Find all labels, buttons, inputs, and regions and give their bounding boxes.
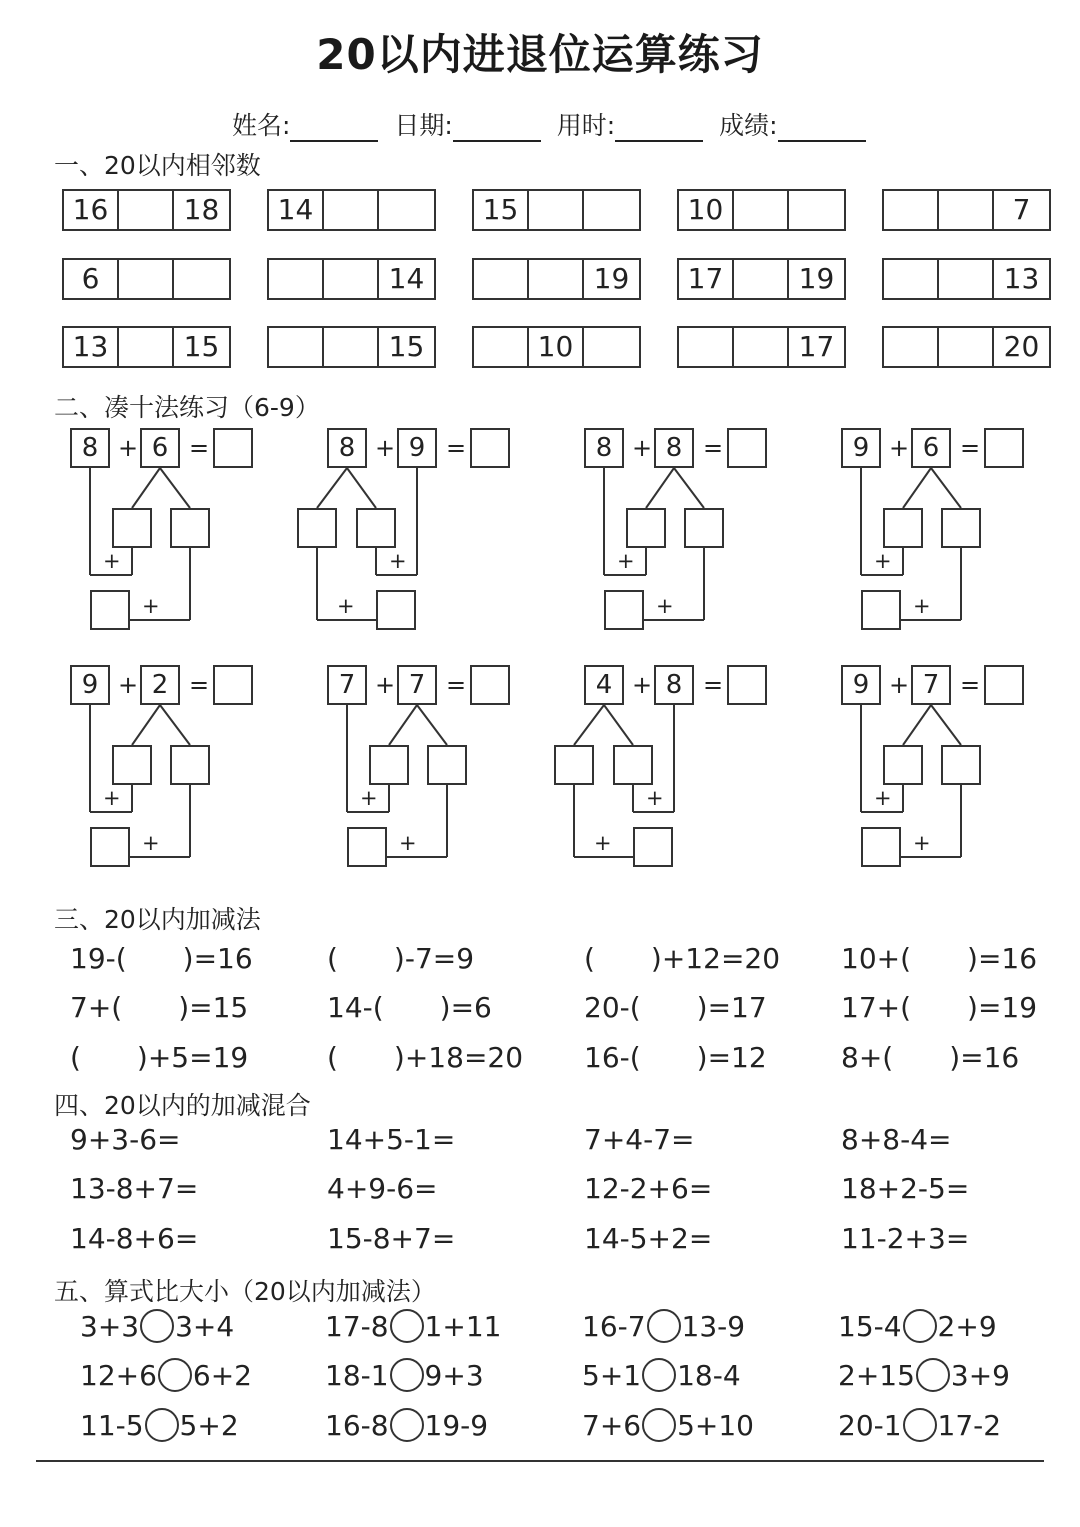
number-cell: 19 (798, 262, 835, 295)
compare-circle[interactable] (158, 1358, 192, 1392)
addend-box: 2 (140, 665, 180, 705)
split-answer-box[interactable] (112, 508, 152, 548)
mixed-equation[interactable]: 9+3-6= (70, 1123, 181, 1156)
answer-box[interactable] (324, 191, 379, 229)
plus-sign: + (118, 671, 139, 699)
addend-box: 4 (584, 665, 624, 705)
name-field[interactable] (232, 106, 378, 142)
section1-title: 一、20以内相邻数 (54, 151, 261, 180)
score-blank[interactable] (778, 116, 866, 142)
fill-blank-equation[interactable]: 10+( )=16 (841, 942, 1038, 975)
compare-item (582, 1309, 745, 1343)
equals-sign: = (960, 434, 981, 462)
answer-box[interactable] (679, 328, 734, 366)
number-cell: 20 (1003, 330, 1040, 363)
equals-sign: = (189, 671, 210, 699)
answer-box[interactable] (474, 260, 529, 298)
compare-item (838, 1358, 1010, 1392)
left-expression: 7+6 (582, 1408, 642, 1442)
compare-circle[interactable] (916, 1358, 950, 1392)
answer-box[interactable] (119, 328, 174, 366)
equals-sign: = (703, 434, 724, 462)
left-expression: 15-4 (838, 1309, 902, 1343)
right-expression: 5+10 (677, 1408, 754, 1442)
answer-box[interactable] (379, 191, 434, 229)
score-label: 成绩: (719, 111, 778, 140)
neighbor-group (882, 189, 1051, 231)
answer-box[interactable] (789, 191, 844, 229)
neighbor-group (472, 258, 641, 300)
left-expression: 18-1 (325, 1358, 389, 1392)
compare-item (838, 1309, 997, 1343)
answer-box[interactable] (119, 260, 174, 298)
answer-box[interactable] (939, 191, 994, 229)
answer-box[interactable] (529, 191, 584, 229)
time-label: 用时: (556, 111, 616, 140)
plus-sign: + (594, 831, 612, 855)
plus-sign: + (118, 434, 139, 462)
left-expression: 16-8 (325, 1408, 389, 1442)
split-answer-box[interactable] (170, 508, 210, 548)
answer-box[interactable] (269, 328, 324, 366)
mixed-equation[interactable]: 14-8+6= (70, 1222, 199, 1255)
time-blank[interactable] (615, 116, 703, 142)
name-label: 姓名: (232, 111, 291, 140)
plus-sign: + (337, 594, 355, 618)
split-answer-box[interactable] (941, 508, 981, 548)
addend-box: 8 (654, 428, 694, 468)
fill-blank-equation[interactable]: 16-( )=12 (584, 1041, 767, 1074)
score-field[interactable] (719, 106, 865, 142)
neighbor-group (677, 189, 846, 231)
split-answer-box[interactable] (427, 745, 467, 785)
left-expression: 5+1 (582, 1358, 642, 1392)
compare-item (582, 1358, 741, 1392)
answer-box[interactable] (939, 260, 994, 298)
time-field[interactable] (557, 106, 703, 142)
page-title: 20以内进退位运算练习 (316, 30, 764, 79)
split-answer-box[interactable] (684, 508, 724, 548)
answer-box[interactable] (584, 328, 639, 366)
right-expression: 19-9 (424, 1408, 489, 1442)
number-cell: 15 (474, 191, 529, 229)
compare-item (80, 1358, 252, 1392)
mixed-equation[interactable]: 8+8-4= (841, 1123, 952, 1156)
addend-box: 8 (584, 428, 624, 468)
right-expression: 1+11 (424, 1309, 502, 1343)
mixed-equation[interactable]: 14-5+2= (584, 1222, 713, 1255)
fill-blank-equation[interactable]: 8+( )=16 (841, 1041, 1020, 1074)
addend-box: 9 (70, 665, 110, 705)
sum-answer-box[interactable] (984, 428, 1024, 468)
right-expression: 5+2 (179, 1408, 239, 1442)
sum-answer-box[interactable] (984, 665, 1024, 705)
partial-sum-box[interactable] (90, 827, 130, 867)
addend-box: 9 (397, 428, 437, 468)
equals-sign: = (446, 671, 467, 699)
bottom-divider (36, 1460, 1044, 1462)
neighbor-group (267, 189, 436, 231)
make-ten-problem (327, 665, 557, 885)
partial-sum-box[interactable] (604, 590, 644, 630)
partial-sum-box[interactable] (861, 827, 901, 867)
fill-blank-equation[interactable]: ( )-7=9 (327, 942, 475, 975)
answer-box[interactable] (884, 260, 939, 298)
neighbor-group (62, 189, 231, 231)
split-answer-box[interactable] (297, 508, 337, 548)
date-blank[interactable] (453, 116, 541, 142)
compare-item (325, 1309, 501, 1343)
split-answer-box[interactable] (369, 745, 409, 785)
compare-item (80, 1408, 239, 1442)
answer-box[interactable] (884, 191, 939, 229)
partial-sum-box[interactable] (861, 590, 901, 630)
sum-answer-box[interactable] (470, 665, 510, 705)
compare-circle[interactable] (145, 1408, 179, 1442)
answer-box[interactable] (884, 328, 939, 366)
sum-answer-box[interactable] (213, 665, 253, 705)
partial-sum-box[interactable] (347, 827, 387, 867)
answer-box[interactable] (324, 260, 379, 298)
addend-box: 9 (841, 665, 881, 705)
fill-blank-equation[interactable]: 20-( )=17 (584, 991, 767, 1024)
answer-box[interactable] (529, 260, 584, 298)
answer-box[interactable] (324, 328, 379, 366)
split-answer-box[interactable] (941, 745, 981, 785)
right-expression: 2+9 (937, 1309, 997, 1343)
neighbor-group (267, 326, 436, 368)
fill-blank-equation[interactable]: ( )+18=20 (327, 1041, 524, 1074)
addend-box: 8 (654, 665, 694, 705)
compare-circle[interactable] (647, 1309, 681, 1343)
number-cell: 14 (269, 191, 324, 229)
compare-circle[interactable] (642, 1358, 676, 1392)
compare-circle[interactable] (390, 1358, 424, 1392)
section4-title: 四、20以内的加减混合 (54, 1091, 311, 1120)
plus-sign: + (632, 671, 653, 699)
split-answer-box[interactable] (626, 508, 666, 548)
student-info (232, 106, 874, 142)
plus-sign: + (646, 786, 664, 810)
fill-blank-equation[interactable]: 17+( )=19 (841, 991, 1038, 1024)
compare-circle[interactable] (642, 1408, 676, 1442)
right-expression: 13-9 (681, 1309, 746, 1343)
plus-sign: + (375, 671, 396, 699)
mixed-equation[interactable]: 14+5-1= (327, 1123, 456, 1156)
equals-sign: = (189, 434, 210, 462)
left-expression: 11-5 (80, 1408, 144, 1442)
plus-sign: + (142, 594, 160, 618)
number-cell: 19 (593, 262, 630, 295)
left-expression: 17-8 (325, 1309, 389, 1343)
mixed-equation[interactable]: 13-8+7= (70, 1172, 199, 1205)
answer-box[interactable] (734, 191, 789, 229)
answer-box[interactable] (269, 260, 324, 298)
right-expression: 18-4 (677, 1358, 741, 1392)
split-answer-box[interactable] (883, 508, 923, 548)
equals-sign: = (446, 434, 467, 462)
compare-circle[interactable] (903, 1408, 937, 1442)
make-ten-problem (327, 428, 557, 648)
plus-sign: + (874, 549, 892, 573)
sum-answer-box[interactable] (727, 665, 767, 705)
right-expression: 6+2 (192, 1358, 252, 1392)
right-expression: 3+9 (950, 1358, 1010, 1392)
mixed-equation[interactable]: 15-8+7= (327, 1222, 456, 1255)
fill-blank-equation[interactable]: ( )+12=20 (584, 942, 781, 975)
fill-blank-equation[interactable]: 19-( )=16 (70, 942, 253, 975)
answer-box[interactable] (119, 191, 174, 229)
mixed-equation[interactable]: 4+9-6= (327, 1172, 438, 1205)
name-blank[interactable] (290, 116, 378, 142)
plus-sign: + (874, 786, 892, 810)
right-expression: 9+3 (424, 1358, 484, 1392)
left-expression: 3+3 (80, 1309, 140, 1343)
section2-title: 二、凑十法练习（6-9） (54, 393, 320, 422)
number-cell: 6 (64, 260, 119, 298)
addend-box: 6 (911, 428, 951, 468)
plus-sign: + (389, 549, 407, 573)
compare-item (325, 1408, 488, 1442)
number-cell: 7 (1012, 193, 1031, 226)
mixed-equation[interactable]: 18+2-5= (841, 1172, 970, 1205)
split-answer-box[interactable] (613, 745, 653, 785)
answer-box[interactable] (734, 260, 789, 298)
split-answer-box[interactable] (170, 745, 210, 785)
neighbor-group (472, 326, 641, 368)
make-ten-problem (70, 428, 300, 648)
section5-title: 五、算式比大小（20以内加减法） (54, 1277, 436, 1306)
plus-sign: + (360, 786, 378, 810)
addend-box: 9 (841, 428, 881, 468)
plus-sign: + (103, 549, 121, 573)
plus-sign: + (913, 831, 931, 855)
addend-box: 7 (327, 665, 367, 705)
number-cell: 10 (529, 328, 584, 366)
plus-sign: + (617, 549, 635, 573)
neighbor-group (472, 189, 641, 231)
compare-item (838, 1408, 1001, 1442)
compare-item (80, 1309, 234, 1343)
answer-box[interactable] (939, 328, 994, 366)
addend-box: 7 (911, 665, 951, 705)
neighbor-group (677, 326, 846, 368)
left-expression: 2+15 (838, 1358, 915, 1392)
sum-answer-box[interactable] (213, 428, 253, 468)
number-cell: 15 (183, 330, 220, 363)
plus-sign: + (142, 831, 160, 855)
make-ten-problem (584, 428, 814, 648)
answer-box[interactable] (174, 260, 229, 298)
fill-blank-equation[interactable]: 14-( )=6 (327, 991, 492, 1024)
number-cell: 13 (1003, 262, 1040, 295)
neighbor-group (62, 326, 231, 368)
plus-sign: + (913, 594, 931, 618)
plus-sign: + (889, 434, 910, 462)
answer-box[interactable] (474, 328, 529, 366)
make-ten-problem (841, 665, 1071, 885)
plus-sign: + (632, 434, 653, 462)
split-answer-box[interactable] (883, 745, 923, 785)
number-cell: 18 (183, 193, 220, 226)
compare-circle[interactable] (390, 1408, 424, 1442)
neighbor-group (882, 326, 1051, 368)
neighbor-group (267, 258, 436, 300)
number-cell: 17 (798, 330, 835, 363)
left-expression: 16-7 (582, 1309, 646, 1343)
sum-answer-box[interactable] (727, 428, 767, 468)
number-cell: 17 (679, 260, 734, 298)
make-ten-problem (70, 665, 300, 885)
partial-sum-box[interactable] (90, 590, 130, 630)
compare-circle[interactable] (140, 1309, 174, 1343)
date-field[interactable] (394, 106, 540, 142)
plus-sign: + (656, 594, 674, 618)
plus-sign: + (399, 831, 417, 855)
neighbor-group (62, 258, 231, 300)
make-ten-problem (584, 665, 814, 885)
compare-item (582, 1408, 754, 1442)
make-ten-problem (841, 428, 1071, 648)
section3-title: 三、20以内加减法 (54, 905, 261, 934)
number-cell: 14 (388, 262, 425, 295)
neighbor-group (882, 258, 1051, 300)
partial-sum-box[interactable] (376, 590, 416, 630)
equals-sign: = (703, 671, 724, 699)
left-expression: 20-1 (838, 1408, 902, 1442)
left-expression: 12+6 (80, 1358, 157, 1392)
date-label: 日期: (394, 111, 453, 140)
plus-sign: + (375, 434, 396, 462)
number-cell: 10 (679, 191, 734, 229)
addend-box: 6 (140, 428, 180, 468)
number-cell: 16 (64, 191, 119, 229)
compare-circle[interactable] (390, 1309, 424, 1343)
number-cell: 13 (64, 328, 119, 366)
addend-box: 7 (397, 665, 437, 705)
mixed-equation[interactable]: 12-2+6= (584, 1172, 713, 1205)
compare-circle[interactable] (903, 1309, 937, 1343)
answer-box[interactable] (584, 191, 639, 229)
right-expression: 17-2 (937, 1408, 1002, 1442)
number-cell: 15 (388, 330, 425, 363)
plus-sign: + (889, 671, 910, 699)
split-answer-box[interactable] (112, 745, 152, 785)
mixed-equation[interactable]: 7+4-7= (584, 1123, 695, 1156)
addend-box: 8 (327, 428, 367, 468)
fill-blank-equation[interactable]: ( )+5=19 (70, 1041, 249, 1074)
sum-answer-box[interactable] (470, 428, 510, 468)
right-expression: 3+4 (175, 1309, 235, 1343)
equals-sign: = (960, 671, 981, 699)
answer-box[interactable] (734, 328, 789, 366)
neighbor-group (677, 258, 846, 300)
addend-box: 8 (70, 428, 110, 468)
fill-blank-equation[interactable]: 7+( )=15 (70, 991, 249, 1024)
mixed-equation[interactable]: 11-2+3= (841, 1222, 970, 1255)
split-answer-box[interactable] (554, 745, 594, 785)
split-answer-box[interactable] (356, 508, 396, 548)
partial-sum-box[interactable] (633, 827, 673, 867)
compare-item (325, 1358, 484, 1392)
plus-sign: + (103, 786, 121, 810)
